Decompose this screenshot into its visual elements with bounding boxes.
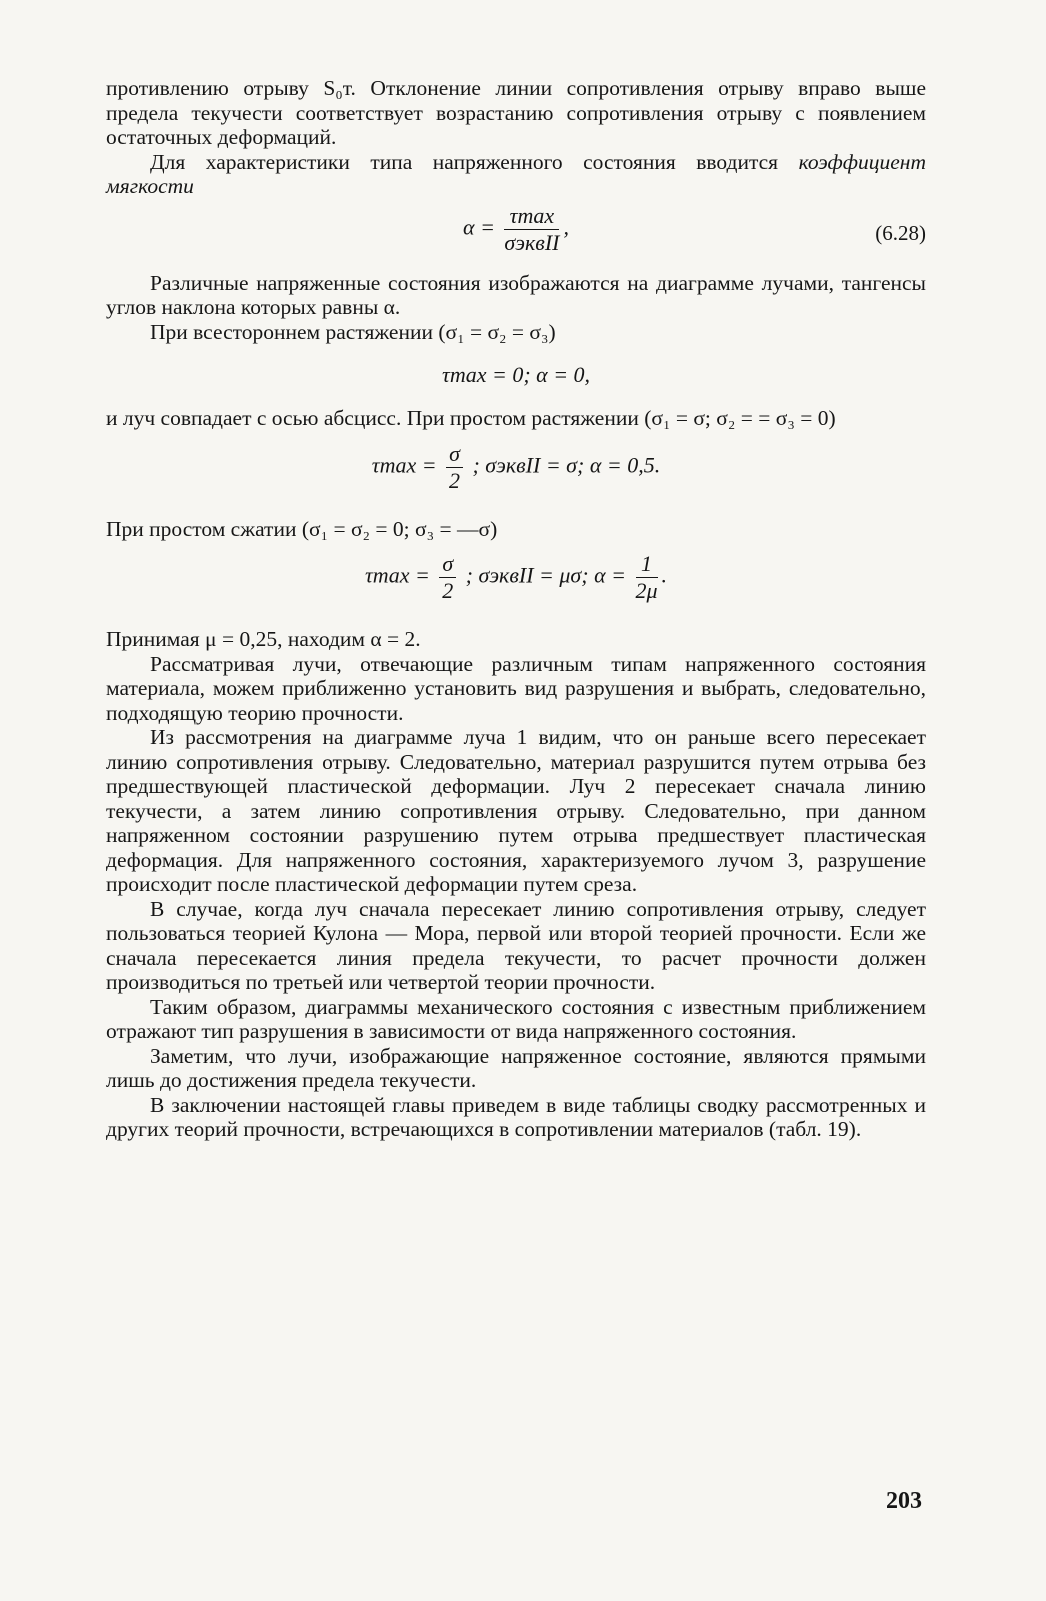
paragraph: Из рассмотрения на диаграмме луча 1 видим, что он раньше всего пересекает линию сопротивления отрыву. Следовательно, материал разрушится путем отрыва без предшествующей пластической деформации. Луч 2 пересекает сначала линию текучести, а затем линию сопротивления отрыву. Следовательно, при данном напряженном состоянии разрушению путем отрыва предшествует пластическая деформация. Для напряженного состояния, характеризуемого лучом 3, разрушение происходит после пластической деформации путем среза. [106,725,926,896]
paragraph: Рассматривая лучи, отвечающие различным типам напряженного состояния материала, можем приближенно установить вид разрушения и выбрать, следовательно, подходящую теорию прочности. [106,651,926,725]
equation: τmax = 0; α = 0, [441,362,591,387]
paragraph: В случае, когда луч сначала пересекает линию сопротивления отрыву, следует пользоваться теорией Кулона — Мора, первой или второй теорией прочности. Если же сначала пересекается линия предела текучести, то расчет прочности должен производиться по третьей или четвертой теории прочности. [106,896,926,994]
equation-number: (6.28) [875,220,926,245]
paragraph: Различные напряженные состояния изображаются на диаграмме лучами, тангенсы углов наклона которых равны α. [106,270,926,319]
page-number: 203 [886,1488,922,1514]
paragraph: Заметим, что лучи, изображающие напряженное состояние, являются прямыми лишь до достижения предела текучести. [106,1043,926,1092]
equation: τmax = $\frac{\sigma}{2}$ ; σэквII = μσ; α = $\frac{1}{2\mu}$ . [364,551,668,603]
equation: τmax = $\frac{\sigma}{2}$ ; σэквII = σ; α = 0,5. [371,440,661,493]
equation-6-28: α = τmax σэквII , (6.28) [463,202,926,255]
page-body [106,76,926,1142]
paragraph: противлению отрыву S₀т. Отклонение линии сопротивления отрыву вправо выше предела текучести соответствует возрастанию сопротивления отрыву с появлением остаточных деформаций. [106,76,926,149]
paragraph: Для характеристики типа напряженного состояния вводится коэффициент мягкости [106,149,926,198]
term-emphasis: коэффициент мягкости [106,149,926,198]
paragraph: Принимая μ = 0,25, находим α = 2. [106,627,421,651]
paragraph: При всестороннем растяжении (σ₁ = σ₂ = σ₃) [150,319,556,344]
paragraph: При простом сжатии (σ₁ = σ₂ = 0; σ₃ = —σ) [106,516,498,541]
paragraph: и луч совпадает с осью абсцисс. При простом растяжении (σ₁ = σ; σ₂ = = σ₃ = 0) [106,406,836,430]
paragraph: Таким образом, диаграммы механического состояния с известным приближением отражают тип разрушения в зависимости от вида напряженного состояния. [106,994,926,1043]
paragraph: В заключении настоящей главы приведем в виде таблицы сводку рассмотренных и других теорий прочности, встречающихся в сопротивлении материалов (табл. 19). [106,1092,926,1141]
